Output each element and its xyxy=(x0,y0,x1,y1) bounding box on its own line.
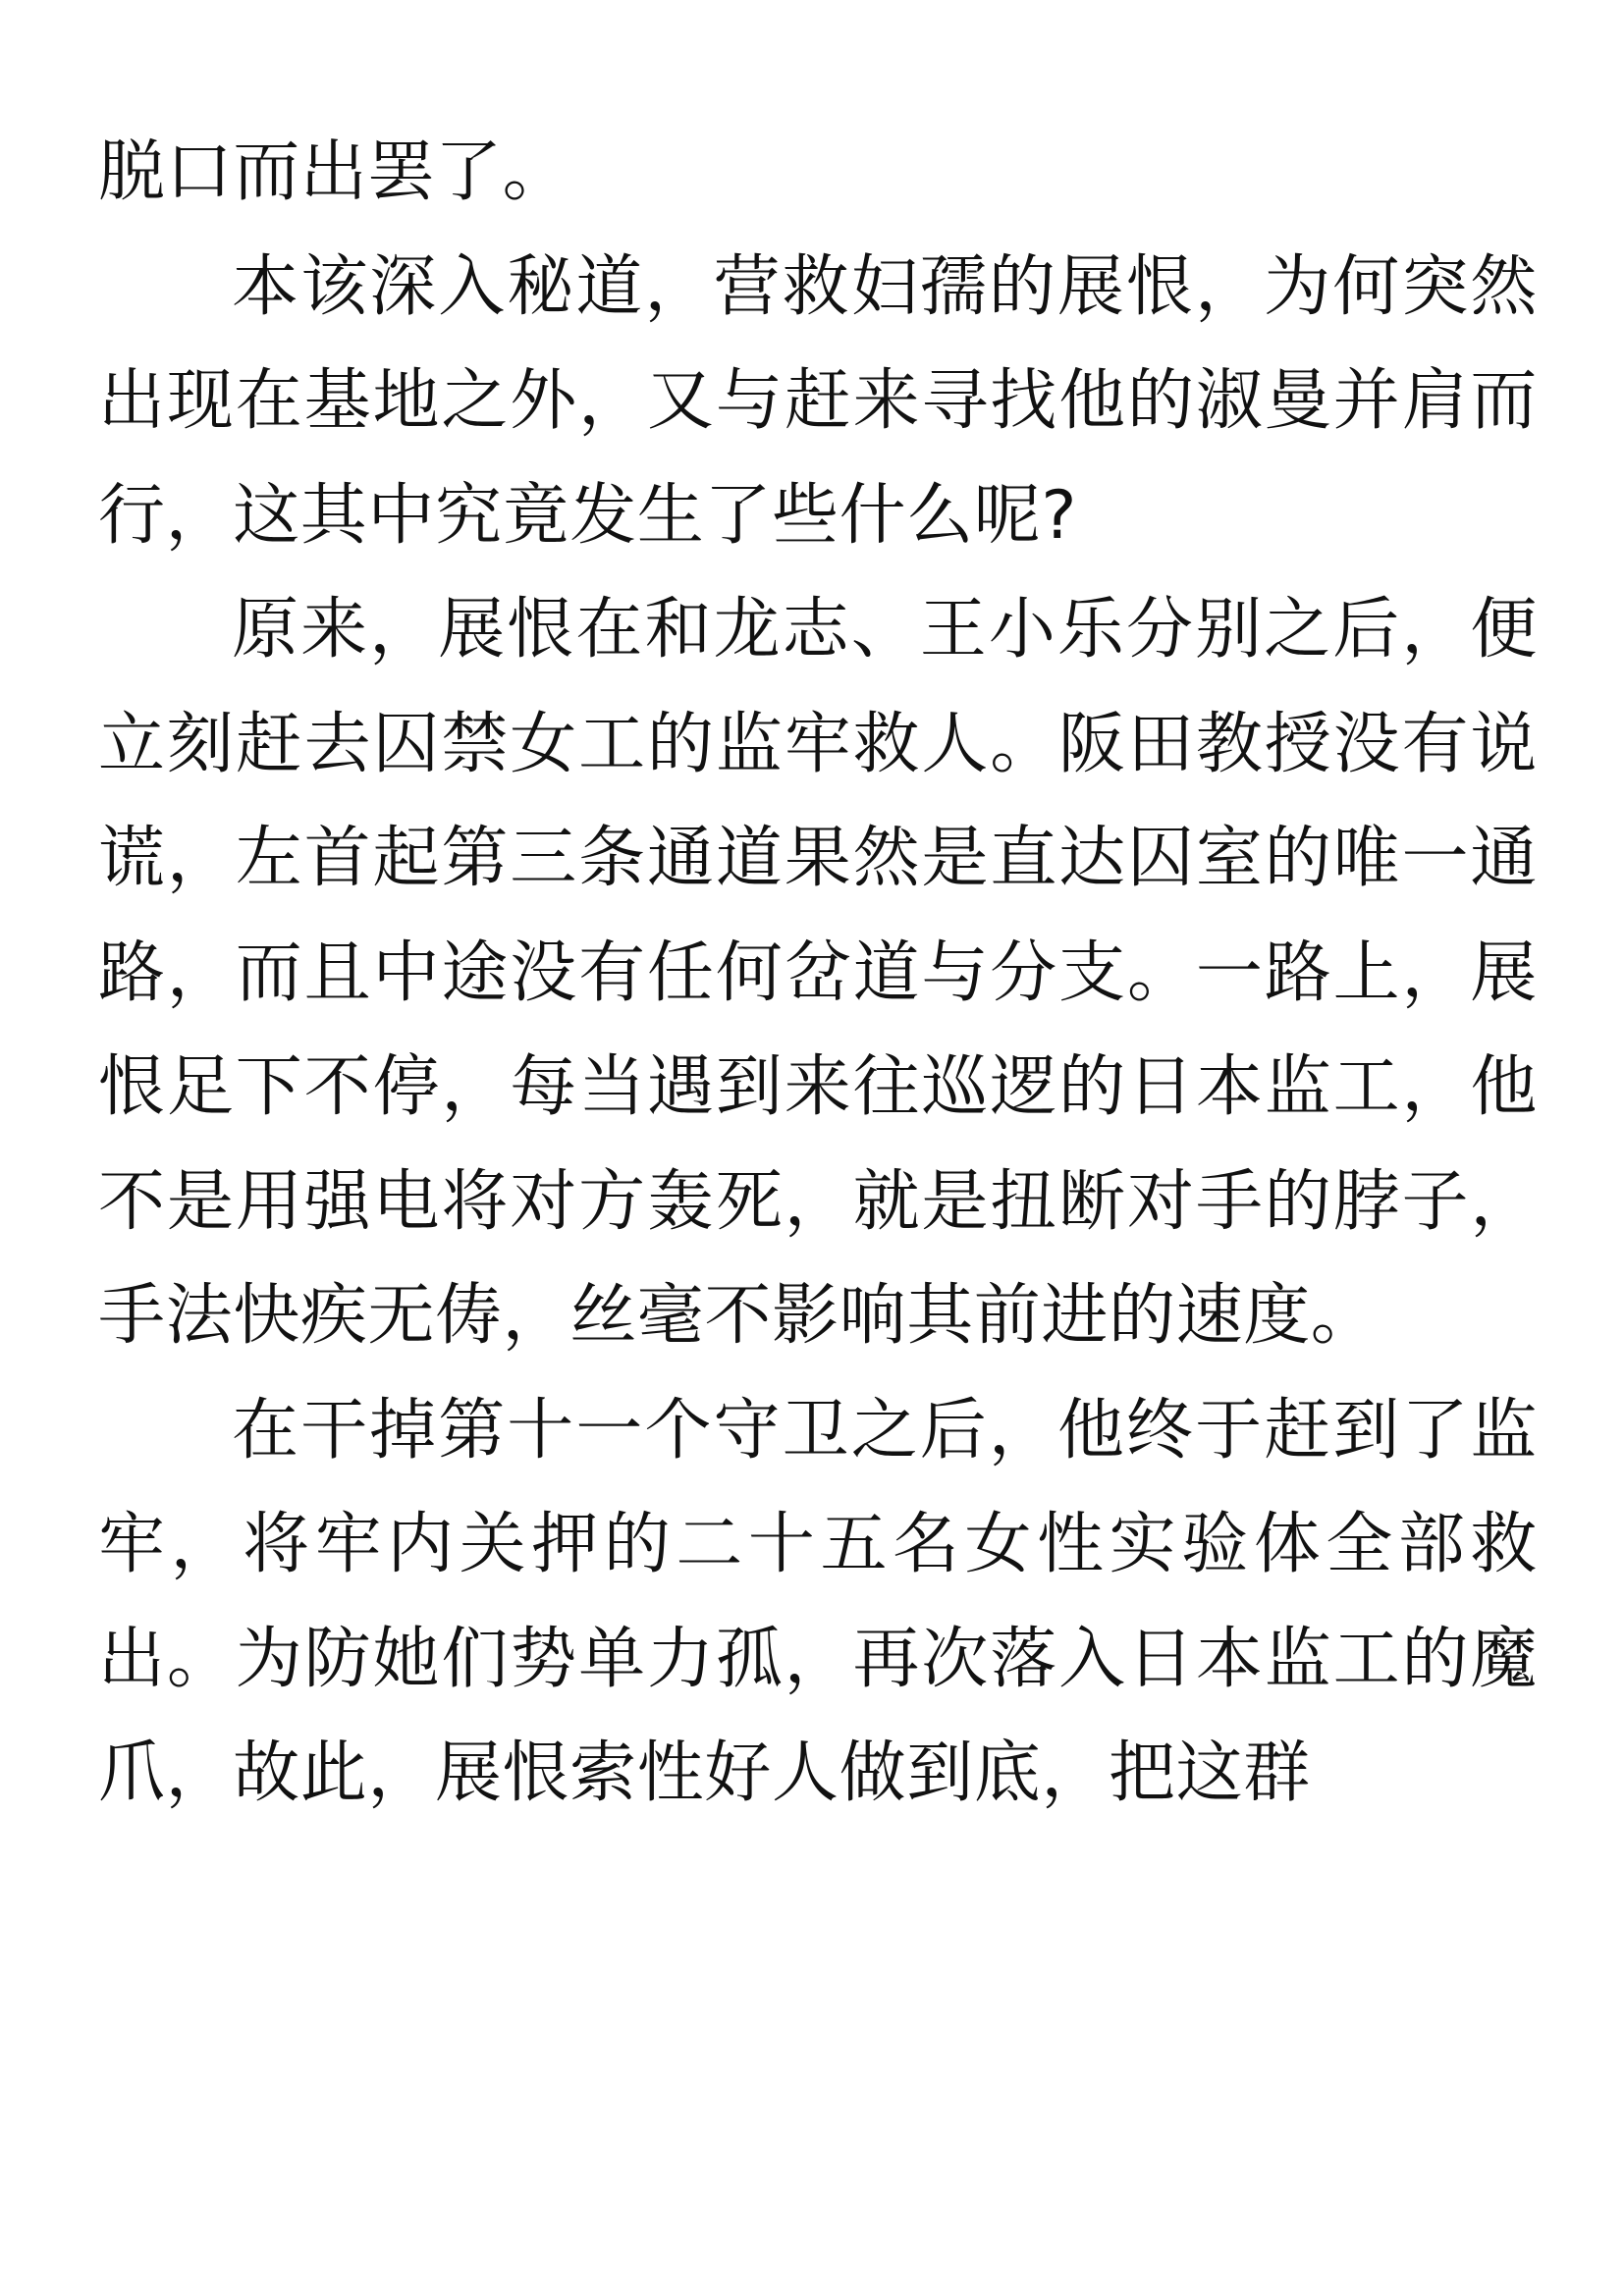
paragraph-3: 原来，展恨在和龙志、王小乐分别之后，便立刻赶去囚禁女工的监牢救人。阪田教授没有说谎，左首起第三条通道果然是直达囚室的唯一通路，而且中途没有任何岔道与分支。一路上，展恨足下不停，每当遇到来往巡逻的日本监工，他不是用强电将对方轰死，就是扭断对手的脖子，手法快疾无俦，丝毫不影响其前进的速度。 xyxy=(98,591,1538,1355)
paragraph-2: 本该深入秘道，营救妇孺的展恨，为何突然出现在基地之外，又与赶来寻找他的淑曼并肩而行，这其中究竟发生了些什么呢? xyxy=(98,247,1538,555)
paragraph-4: 在干掉第十一个守卫之后，他终于赶到了监牢，将牢内关押的二十五名女性实验体全部救出。为防她们势单力孤，再次落入日本监工的魔爪，故此，展恨索性好人做到底，把这群 xyxy=(98,1391,1538,1812)
body-text xyxy=(98,116,1538,1832)
paragraph-1: 脱口而出罢了。 xyxy=(98,133,570,211)
